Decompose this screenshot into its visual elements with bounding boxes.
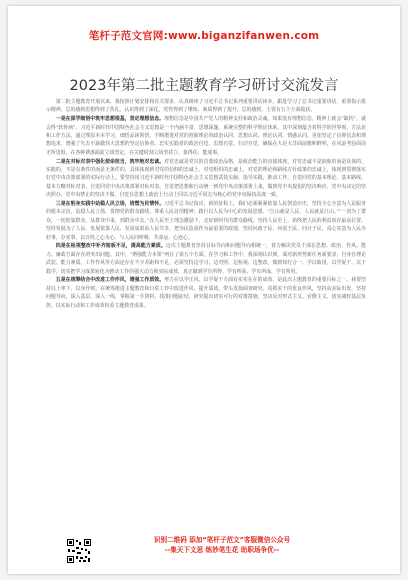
paragraph-lead: 一是在深学细悟中筑牢思想根基，坚定理想信念。 <box>55 116 165 123</box>
footer-line-2: --集天下文思 练妙笔生花 助职场争优-- <box>164 545 280 554</box>
paragraph-lead: 五是在统筹结合中改进工作作风，增强工作质效。 <box>55 277 165 284</box>
paragraph-lead: 三是在躬身实践中站稳人民立场，培塑为民情怀。 <box>55 201 165 208</box>
paragraph-lead: 四是在检视整改中补齐短板不足，提高能力素质。 <box>55 243 166 250</box>
paragraph <box>46 98 366 115</box>
site-header[interactable]: 笔杆子范文官网:www.biganzifanwen.com <box>88 30 320 42</box>
document-title: 2023年第二批主题教育学习研讨交流发言 <box>69 78 339 94</box>
paragraph-text: 第二批主题教育开展以来，我按照计划安排和有关要求，认真研读了习近平总书记系列重要讲话读本，跟进学习了总书记重要讲话，重要指示批示精神，总的感到思想得到了洗礼，认识得到了深化，党性得到了锤炼，素质得到了提升。总的感到，主要有五个方面收获。 <box>46 99 366 114</box>
document-page <box>8 6 400 574</box>
paragraph-text: 对党忠诚是党员的首要政治品格，是政治能力的直接体现。对党忠诚不是抽象的而是具体的、实践的，不是有条件的而是无条件的，具体体现到对党的信仰的忠诚上，对党组织的忠诚上，对党的理论和路线方针政策的忠诚上，体现到贯彻落实好党中央决策部署的实际行动上。要坚持用习近平新时代中国特色社会主义思想武装头脑、指导实践、推动工作，自觉同党的基本理论、基本路线、基本方略对标对表，自觉同党中央决策部署对标对表。自觉把思想和行动统一到党中央决策部署上来，做到党中央提倡的坚决响应、党中央决定的坚决照办、党中央禁止的坚决不做，自觉在思想上政治上行动上同以习近平同志为核心的党中央保持高度一致。 <box>46 158 366 199</box>
paragraph <box>46 200 366 242</box>
document-body <box>46 98 366 516</box>
paragraph <box>46 115 366 157</box>
paragraph <box>46 242 366 276</box>
paragraph <box>46 276 366 310</box>
paragraph-text: 努力在以学正风、以学促干方面有实实在在的成效，是此次主题教育的重要目标之一。我要坚持以上率下、以身作则，在统筹推进主题教育和日常工作中改进作风、提升质效。带头发扬调查研究、真抓实干的优良作风，坚持从实际出发，坚持问题导向，深入基层、深入一线，掌握第一手资料，找准问题症结，研究提出切实可行的对策措施。坚决反对形式主义、官僚主义，切实减轻基层负担，以实际行动和工作成效检验主题教育成果。 <box>46 277 366 309</box>
paragraph-text: 这次主题教育坚持目标导向和问题导向相统一，着力解决党员干部在思想、政治、作风、能力、廉政方面存在的突出问题。其中，“增强能力本领”列在了第五个方面。在学习和工作中，我深刻认识到，面对新形势新任务新要求，自身在理论武装、能力素质、工作作风等方面还存在不少差距和不足，必须坚持边学习、边对照、边检视、边整改，做到知行合一、学以致用，以学促干、以干践学，切实把学习成果转化为推动工作的强大动力和实际成效，真正做到学有所得、学有所获、学有所成、学有所用。 <box>46 243 366 275</box>
paragraph-text: 理想信念是中国共产党人的精神支柱和政治灵魂。如果没有理想信念，精神上就会“缺钙”，就会得“软骨病”。习近平新时代中国特色社会主义思想是一个内涵丰富、思想深邃、系统完整的科学理论体系，其中深刻蕴含着科学的世界观、方法论和工作方法，通过理原本本学习，细悟品读领悟，不断增进对党的创新理论的政治认同、思想认同、理论认同、情感认同，更加坚定了信仰信念和理想追求，增强了矢志不渝做伟大思想的坚定信仰者、忠实实践者的政治自觉。思想自觉、行动自觉，确保在大是大非面前旗帜鲜明，在风浪考验面前无所畏惧，在各种诱惑面前立场坚定，在关键时刻立场坚持立、靠得住、能成事。 <box>46 116 366 156</box>
footer-promo <box>102 536 342 555</box>
footer-line-1: 识别二维码 添加“笔杆子范文”客服微信公众号 <box>153 536 291 544</box>
paragraph-text: 习近平总书记指出，新的征程上，我们必须紧紧依靠人民创造历史，坚持全心全意为人民服务的根本宗旨，站稳人民立场，贯彻党的群众路线，尊重人民首创精神，践行以人民为中心的发展思想。“江山就是人民，人民就是江山。”“一切为了群众，一切依靠群众，从群众中来，到群众中去。”在人民至上理念激励下，走好新时代的群众路线，坚持人民至上，始终把人民的利益放在最高位置，坚持发展为了人民、发展依靠人民、发展成果由人民共享，把为民造福作为最重要的政绩，坚持问政于民、问需于民、问计于民，真心实意为人民办好事、办实事，以百姓之心为心、与人民同呼吸、共命运、心连心。 <box>46 201 366 241</box>
paragraph-lead: 二是在对标对表中强化使命担当，筑牢绝对忠诚。 <box>55 158 165 165</box>
qr-code-icon[interactable] <box>66 538 92 564</box>
paragraph <box>46 158 366 200</box>
